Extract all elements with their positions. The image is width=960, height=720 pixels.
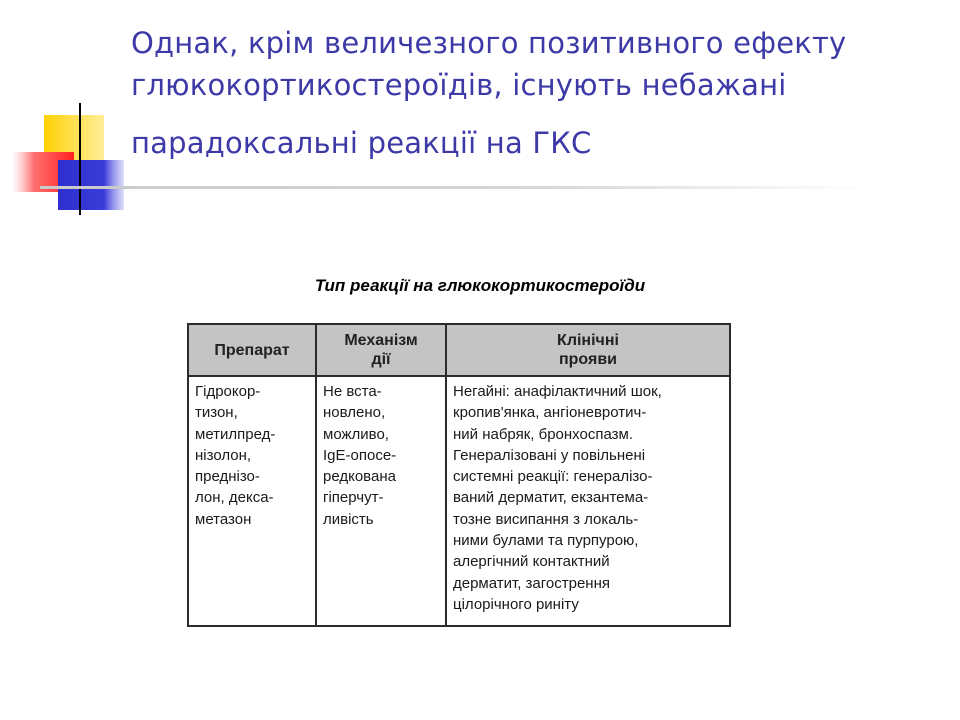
- header-drug: Препарат: [188, 324, 316, 376]
- cell-clinical: Негайні: анафілактичний шок, кропив'янка, ангіоневротич- ний набряк, бронхоспазм. Генералізовані у повільнені системні реакції: генералізо- ваний дерматит, екзантема- тозне висипання з локаль- ними булами та пурпурою, алергічний контактний дерматит, загострення цілорічного риніту: [446, 376, 730, 626]
- table-caption: Тип реакції на глюкокортикостероїди: [314, 276, 646, 295]
- reaction-table: [187, 323, 731, 627]
- decorative-squares: [0, 0, 140, 230]
- cell-mechanism: Не вста- новлено, можливо, IgE-опосе- редкована гіперчут- ливість: [316, 376, 446, 626]
- title-line: парадоксальні реакції на ГКС: [131, 126, 592, 160]
- table-header-row: [188, 324, 730, 376]
- title-underline: [40, 186, 870, 189]
- cell-drugs: Гідрокор- тизон, метилпред- нізолон, преднізо- лон, декса- метазон: [188, 376, 316, 626]
- title-line: Однак, крім величезного позитивного ефекту: [131, 26, 847, 60]
- header-clinical: Клінічні прояви: [446, 324, 730, 376]
- table-row: [188, 376, 730, 626]
- title-line: глюкокортикостероїдів, існують небажані: [131, 68, 787, 102]
- header-mechanism: Механізм дії: [316, 324, 446, 376]
- slide-title: [131, 22, 921, 164]
- blue-square: [58, 160, 124, 210]
